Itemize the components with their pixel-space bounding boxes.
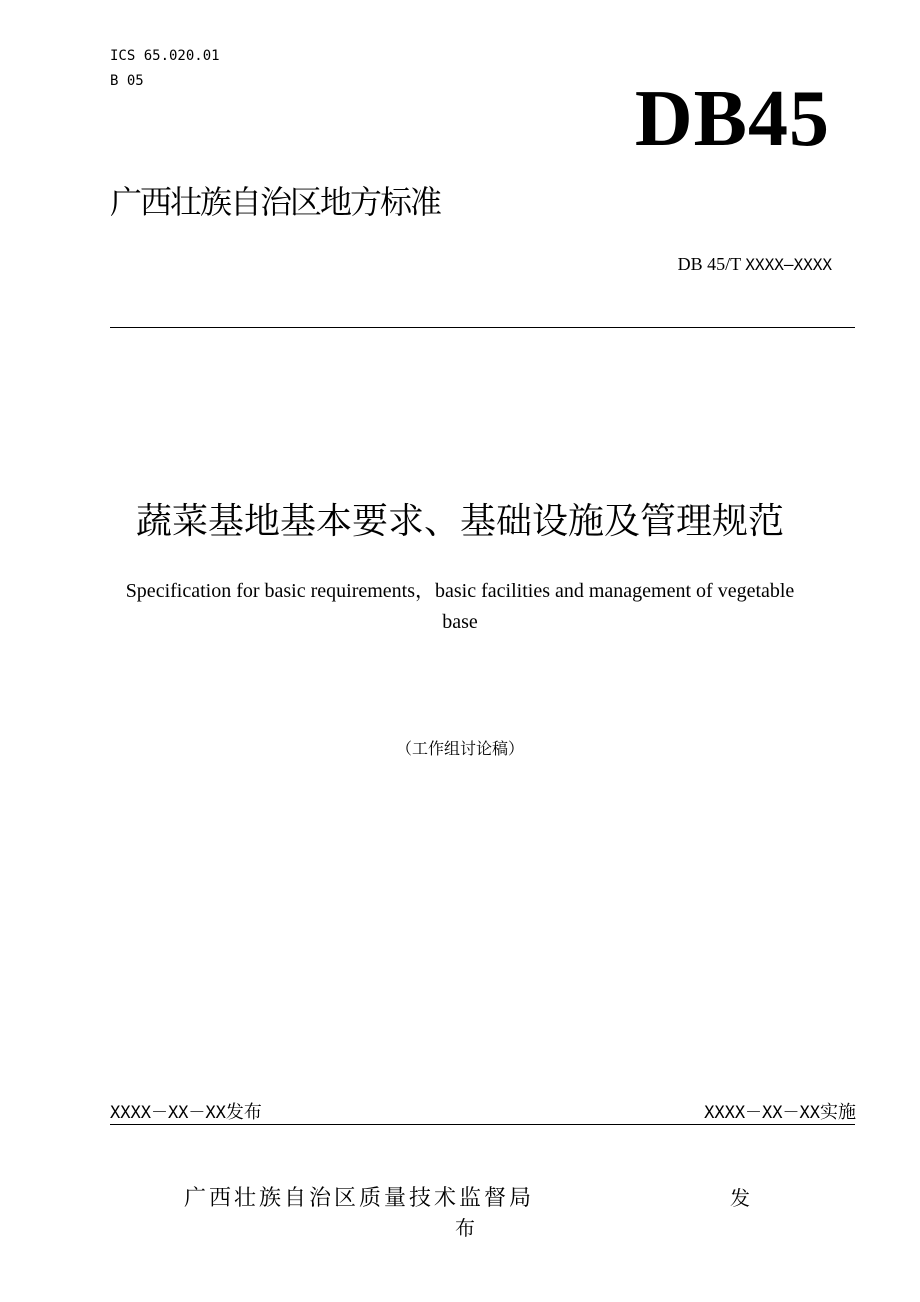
issue-label-char-1: 发 [730, 1186, 750, 1210]
english-title-line-1: Specification for basic requirements，basic facilities and management of vegetable [125, 580, 795, 602]
bottom-divider [110, 1124, 855, 1125]
english-title-line-2: base [442, 611, 478, 633]
chinese-title: 蔬菜基地基本要求、基础设施及管理规范 [135, 501, 784, 542]
publish-label: 发布 [225, 1102, 262, 1123]
db45-logo: DB45 [634, 75, 830, 163]
standard-type-heading: 广西壮族自治区地方标准 [110, 183, 441, 221]
standard-number-prefix: DB 45/T [677, 254, 746, 274]
classification-code: B 05 [110, 73, 144, 89]
english-title [60, 576, 860, 638]
publish-date [110, 1100, 262, 1126]
standard-number [678, 252, 832, 277]
ics-code: ICS 65.020.01 [110, 48, 220, 64]
draft-note: （工作组讨论稿） [395, 739, 524, 758]
implement-date [704, 1100, 856, 1126]
issuing-authority: 广西壮族自治区质量技术监督局 [184, 1186, 535, 1211]
issue-label-char-2: 布 [455, 1216, 475, 1240]
top-divider [110, 327, 855, 328]
publish-date-value: XXXX－XX－XX [110, 1103, 226, 1123]
implement-date-value: XXXX－XX－XX [704, 1103, 820, 1123]
implement-label: 实施 [820, 1102, 856, 1123]
standard-number-code: XXXX—XXXX [745, 255, 832, 274]
